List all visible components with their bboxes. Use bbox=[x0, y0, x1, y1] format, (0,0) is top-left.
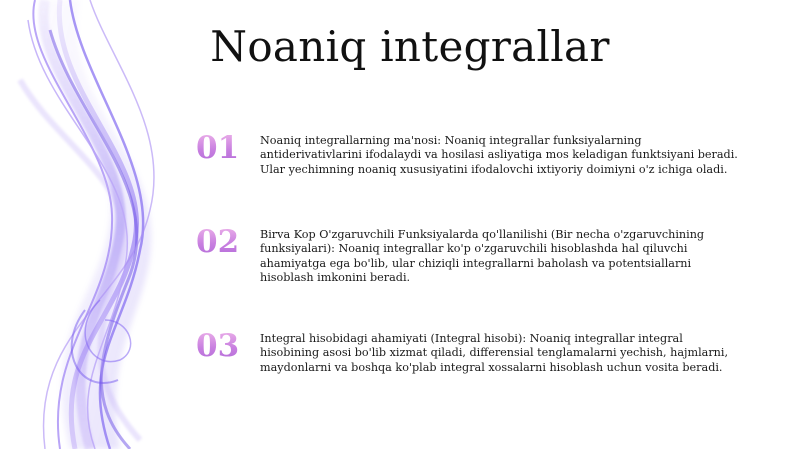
slide-title: Noaniq integrallar bbox=[210, 22, 610, 71]
item-text: Integral hisobidagi ahamiyati (Integral hisobi): Noaniq integrallar integral hisobining asosi bo'lib xizmat qiladi, differensial tenglamalarni yechish, hajmlarni, maydonlarni va boshqa ko'plab integral xossalarni hisoblash uchun vosita beradi. bbox=[260, 332, 729, 374]
item-text: Birva Kop O'zgaruvchili Funksiyalarda qo'llanilishi (Bir necha o'zgaruvchining funksiyalari): Noaniq integrallar ko'p o'zgaruvchili hisoblashda hal qiluvchi ahamiyatga ega bo'lib, ular chiziqli integrallarni baholash va potentsiallarni hisoblash imkonini beradi. bbox=[260, 228, 705, 285]
item-text: Noaniq integrallarning ma'nosi: Noaniq integrallar funksiyalarning antiderivativlarini ifodalaydi va hosilasi asliyatiga mos keladigan funktsiyani beradi. Ular yechimning noaniq xususiyatini ifodalovchi ixtiyoriy doimiyni o'z ichiga oladi. bbox=[260, 134, 738, 176]
item-number: 03 bbox=[196, 328, 256, 364]
item-number: 02 bbox=[196, 224, 256, 260]
item-number: 01 bbox=[196, 130, 256, 166]
purple-ribbon-decoration bbox=[0, 0, 210, 449]
